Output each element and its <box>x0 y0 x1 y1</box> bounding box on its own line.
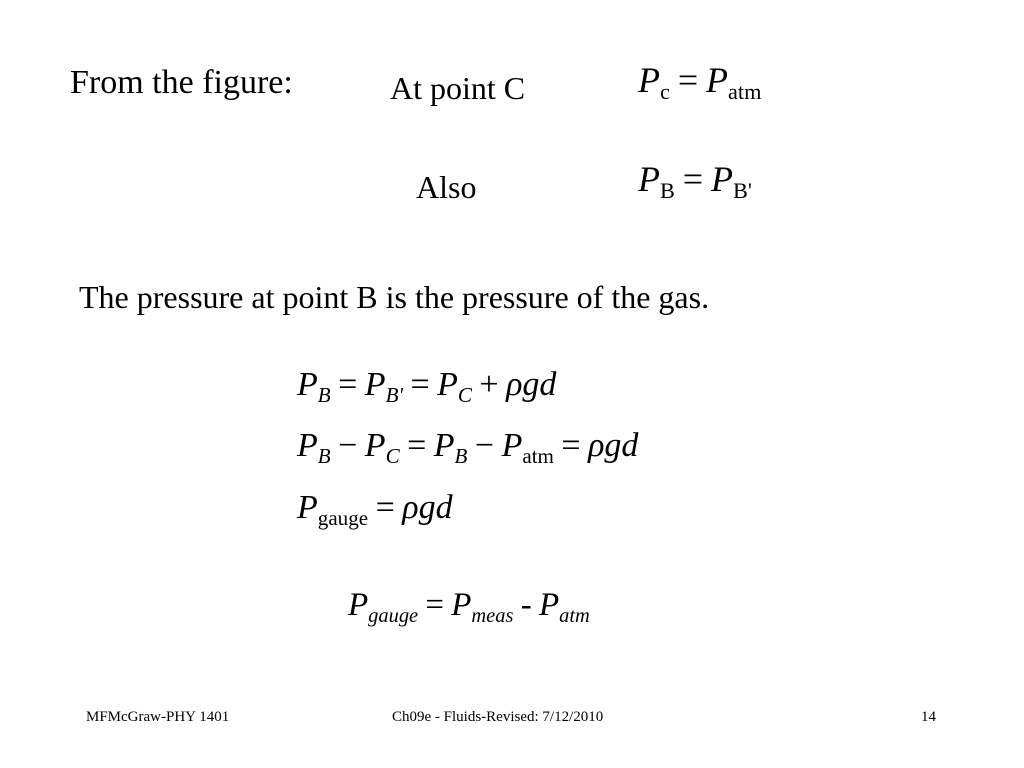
eq-pc-lhs-sub: c <box>660 79 670 105</box>
eq1-term3: P <box>437 366 458 403</box>
eq2-term3-sub: B <box>454 443 468 468</box>
eq-pb-lhs: P <box>638 159 660 199</box>
eq4-term3-sub: atm <box>559 604 590 627</box>
eq2-term2-sub: C <box>385 443 400 468</box>
eq2-term1-sub: B <box>317 443 331 468</box>
eq-pc-lhs: P <box>638 60 660 100</box>
eq2-term1: P <box>297 427 318 464</box>
eq2-term5: ρgd <box>588 427 639 464</box>
eq-pb-lhs-sub: B <box>660 178 675 204</box>
eq1-op2: = <box>410 366 430 403</box>
equation-pgauge-rhogd <box>297 489 453 530</box>
eq2-term4: P <box>501 427 523 464</box>
eq-pb-rhs-sub: B' <box>733 178 752 204</box>
eq4-term1-sub: gauge <box>368 604 419 627</box>
footer-author: MFMcGraw-PHY 1401 <box>86 709 230 725</box>
eq2-term2: P <box>364 427 386 464</box>
eq3-term1-sub: gauge <box>317 505 369 530</box>
eq4-term1: P <box>348 587 369 623</box>
eq1-term3-sub: C <box>457 382 472 407</box>
equation-pb-minus-pc <box>297 427 639 468</box>
eq1-term1: P <box>297 366 318 403</box>
eq4-op1: = <box>425 587 444 623</box>
eq-pc-rhs-sub: atm <box>728 79 762 105</box>
equation-pb-chain <box>297 366 557 407</box>
eq-pc-op: = <box>677 60 699 100</box>
eq1-term4: ρgd <box>506 366 557 403</box>
eq1-op3: + <box>479 366 499 403</box>
eq2-op1: − <box>338 427 358 464</box>
eq-pb-rhs: P <box>711 159 734 199</box>
equation-pgauge-pmeas-patm <box>348 587 590 627</box>
eq1-term2-sub: B' <box>385 382 403 407</box>
equation-pc-patm <box>638 60 762 105</box>
eq-pb-op: = <box>682 159 704 199</box>
pressure-statement: The pressure at point B is the pressure of the gas. <box>79 279 710 315</box>
eq1-term2: P <box>364 366 386 403</box>
footer-page-number: 14 <box>921 709 936 725</box>
eq2-op4: = <box>561 427 581 464</box>
footer-title: Ch09e - Fluids-Revised: 7/12/2010 <box>392 709 604 725</box>
eq2-term3: P <box>433 427 455 464</box>
eq1-term1-sub: B <box>317 382 331 407</box>
eq4-term3: P <box>538 587 560 623</box>
eq3-term2: ρgd <box>402 489 453 526</box>
eq3-term1: P <box>297 489 318 526</box>
eq2-term4-sub: atm <box>522 443 554 468</box>
eq3-op1: = <box>375 489 395 526</box>
eq2-op3: − <box>474 427 495 464</box>
at-point-c-text: At point C <box>390 70 526 106</box>
eq1-op1: = <box>338 366 358 403</box>
eq4-term2-sub: meas <box>471 604 514 627</box>
eq4-term2: P <box>451 587 472 623</box>
from-figure-text: From the figure: <box>70 64 293 101</box>
also-text: Also <box>416 169 477 205</box>
eq-pc-rhs: P <box>706 60 729 100</box>
eq4-op2: - <box>520 587 532 623</box>
equation-pb-pbprime <box>638 159 752 204</box>
eq2-op2: = <box>407 427 427 464</box>
